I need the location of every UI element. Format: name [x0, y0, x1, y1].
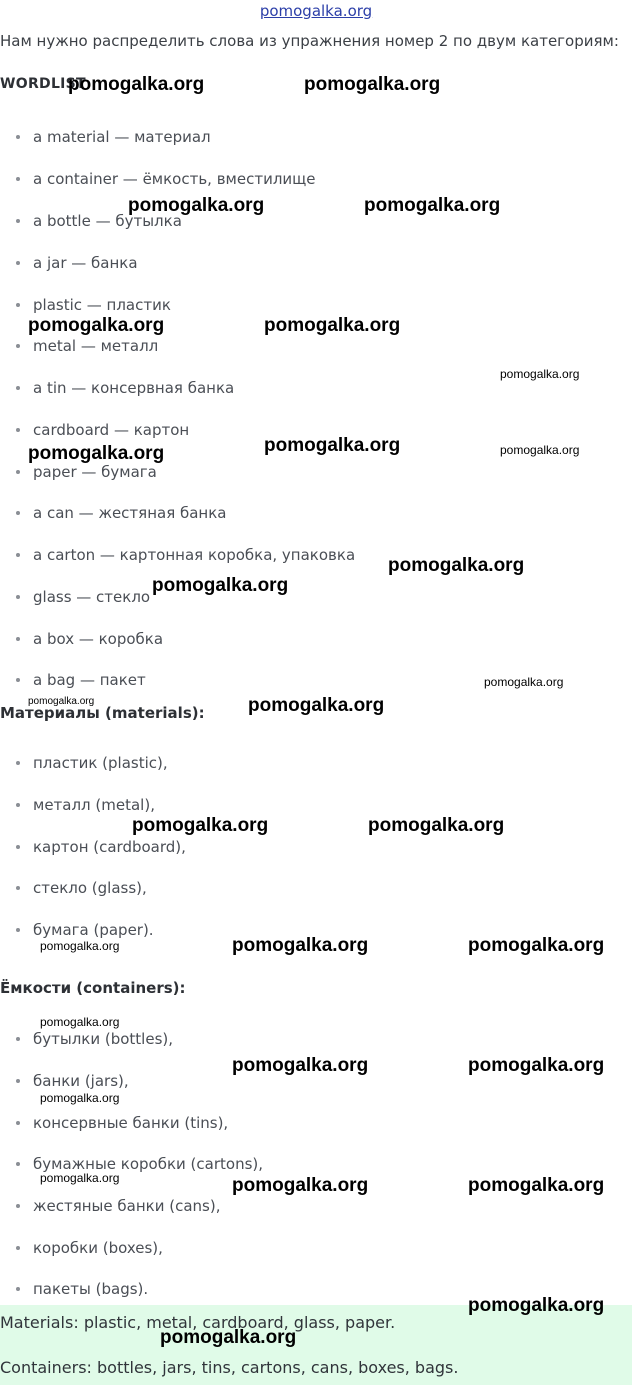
- watermark: pomogalka.org: [160, 1327, 297, 1348]
- bullet-icon: [16, 595, 20, 599]
- watermark: pomogalka.org: [40, 1091, 120, 1105]
- watermark: pomogalka.org: [388, 555, 525, 576]
- bullet-icon: [16, 1121, 20, 1125]
- containers-title: Ёмкости (containers):: [0, 979, 186, 997]
- watermark: pomogalka.org: [304, 74, 441, 95]
- bullet-icon: [16, 261, 20, 265]
- bullet-icon: [16, 803, 20, 807]
- watermark: pomogalka.org: [264, 315, 401, 336]
- summary-materials: Materials: plastic, metal, cardboard, glass, paper.: [0, 1313, 396, 1332]
- bullet-icon: [16, 303, 20, 307]
- watermark: pomogalka.org: [232, 935, 369, 956]
- summary-containers: Containers: bottles, jars, tins, cartons, cans, boxes, bags.: [0, 1358, 459, 1377]
- watermark: pomogalka.org: [28, 443, 165, 464]
- watermark: pomogalka.org: [368, 815, 505, 836]
- summary-box: [0, 1305, 632, 1385]
- watermark: pomogalka.org: [468, 1055, 605, 1076]
- watermark: pomogalka.org: [248, 695, 385, 716]
- intro-text: Нам нужно распределить слова из упражнения номер 2 по двум категориям:: [0, 32, 619, 50]
- watermark: pomogalka.org: [500, 367, 580, 381]
- watermark: pomogalka.org: [28, 315, 165, 336]
- bullet-icon: [16, 511, 20, 515]
- watermark: pomogalka.org: [132, 815, 269, 836]
- bullet-icon: [16, 761, 20, 765]
- bullet-icon: [16, 386, 20, 390]
- bullet-icon: [16, 928, 20, 932]
- bullet-icon: [16, 1287, 20, 1291]
- bullet-icon: [16, 678, 20, 682]
- bullet-icon: [16, 1079, 20, 1083]
- bullet-icon: [16, 1162, 20, 1166]
- bullet-icon: [16, 344, 20, 348]
- watermark: pomogalka.org: [468, 1175, 605, 1196]
- watermark: pomogalka.org: [40, 1171, 120, 1185]
- watermark: pomogalka.org: [40, 939, 120, 953]
- bullet-icon: [16, 553, 20, 557]
- bullet-icon: [16, 470, 20, 474]
- watermark: pomogalka.org: [468, 935, 605, 956]
- watermark: pomogalka.org: [152, 575, 289, 596]
- bullet-icon: [16, 1246, 20, 1250]
- site-header-link[interactable]: pomogalka.org: [259, 2, 373, 20]
- bullet-icon: [16, 1037, 20, 1041]
- bullet-icon: [16, 1204, 20, 1208]
- watermark: pomogalka.org: [500, 443, 580, 457]
- wordlist-title: WORDLIST: [0, 76, 86, 92]
- watermark: pomogalka.org: [232, 1055, 369, 1076]
- bullet-icon: [16, 886, 20, 890]
- watermark: pomogalka.org: [484, 675, 564, 689]
- bullet-icon: [16, 177, 20, 181]
- bullet-icon: [16, 135, 20, 139]
- watermark: pomogalka.org: [364, 195, 501, 216]
- bullet-icon: [16, 428, 20, 432]
- bullet-icon: [16, 219, 20, 223]
- bullet-icon: [16, 637, 20, 641]
- bullet-icon: [16, 845, 20, 849]
- watermark: pomogalka.org: [68, 74, 205, 95]
- watermark: pomogalka.org: [28, 696, 95, 707]
- watermark: pomogalka.org: [40, 1015, 120, 1029]
- watermark: pomogalka.org: [128, 195, 265, 216]
- watermark: pomogalka.org: [468, 1295, 605, 1316]
- watermark: pomogalka.org: [232, 1175, 369, 1196]
- watermark: pomogalka.org: [264, 435, 401, 456]
- materials-title: Материалы (materials):: [0, 704, 205, 722]
